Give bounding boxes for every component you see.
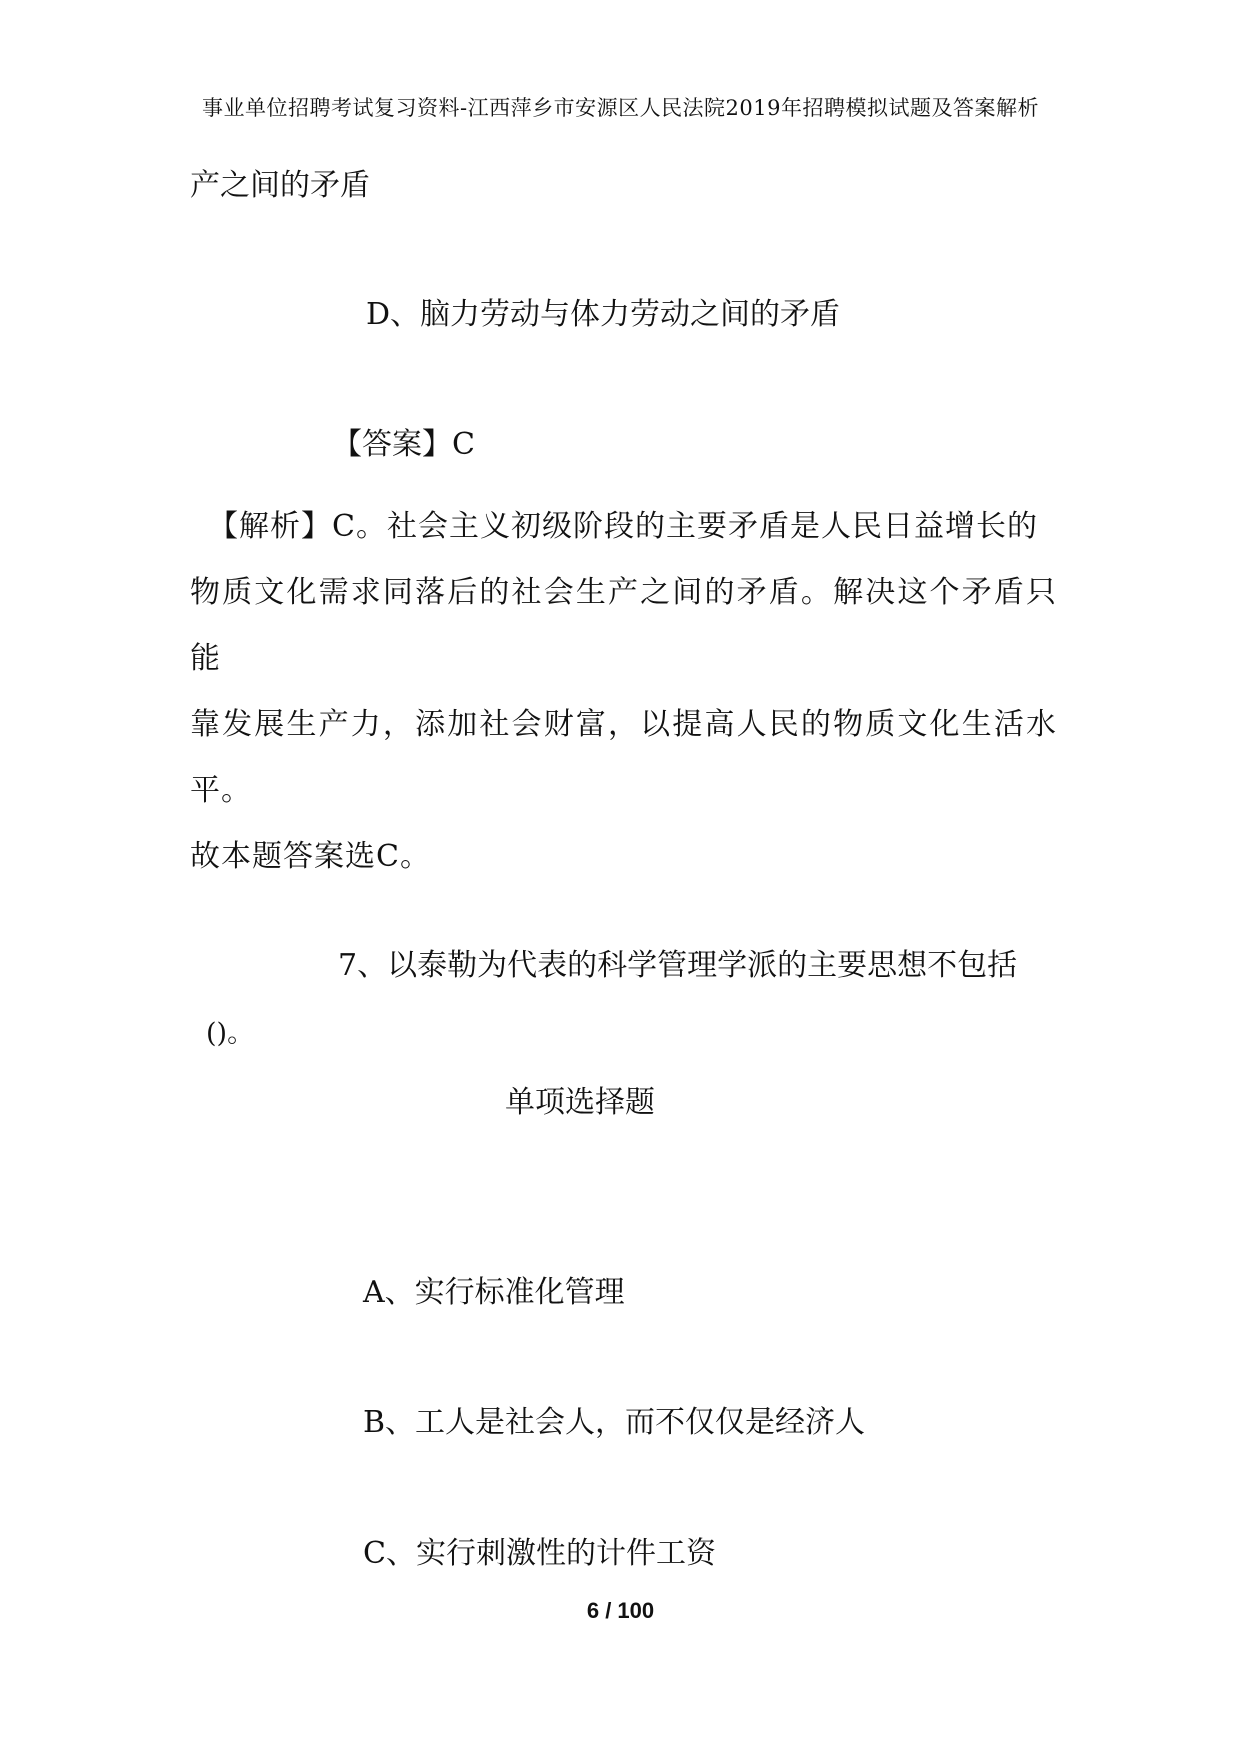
option-c: C、实行刺激性的计件工资	[363, 1536, 716, 1571]
question-blank: ()。	[206, 1018, 255, 1049]
option-b: B、工人是社会人，而不仅仅是经济人	[363, 1405, 866, 1440]
option-a: A、实行标准化管理	[363, 1275, 625, 1310]
page-number: 6 / 100	[586, 1598, 655, 1623]
question-type: 单项选择题	[505, 1085, 655, 1120]
option-c-continuation: 产之间的矛盾	[190, 168, 370, 203]
analysis-line-1: 【解析】C。社会主义初级阶段的主要矛盾是人民日益增长的	[208, 509, 1038, 544]
answer-label: 【答案】C	[332, 427, 475, 462]
analysis-line-3: 靠发展生产力，添加社会财富，以提高人民的物质文化生活水平。	[190, 707, 1057, 808]
analysis-line-2: 物质文化需求同落后的社会生产之间的矛盾。解决这个矛盾只能	[190, 575, 1057, 676]
analysis-paragraph	[190, 494, 1057, 890]
analysis-line-4: 故本题答案选C。	[190, 839, 431, 874]
option-d: D、脑力劳动与体力劳动之间的矛盾	[366, 297, 841, 332]
document-header: 事业单位招聘考试复习资料-江西萍乡市安源区人民法院2019年招聘模拟试题及答案解析	[201, 96, 1040, 120]
question-stem: 7、以泰勒为代表的科学管理学派的主要思想不包括	[338, 948, 1018, 983]
